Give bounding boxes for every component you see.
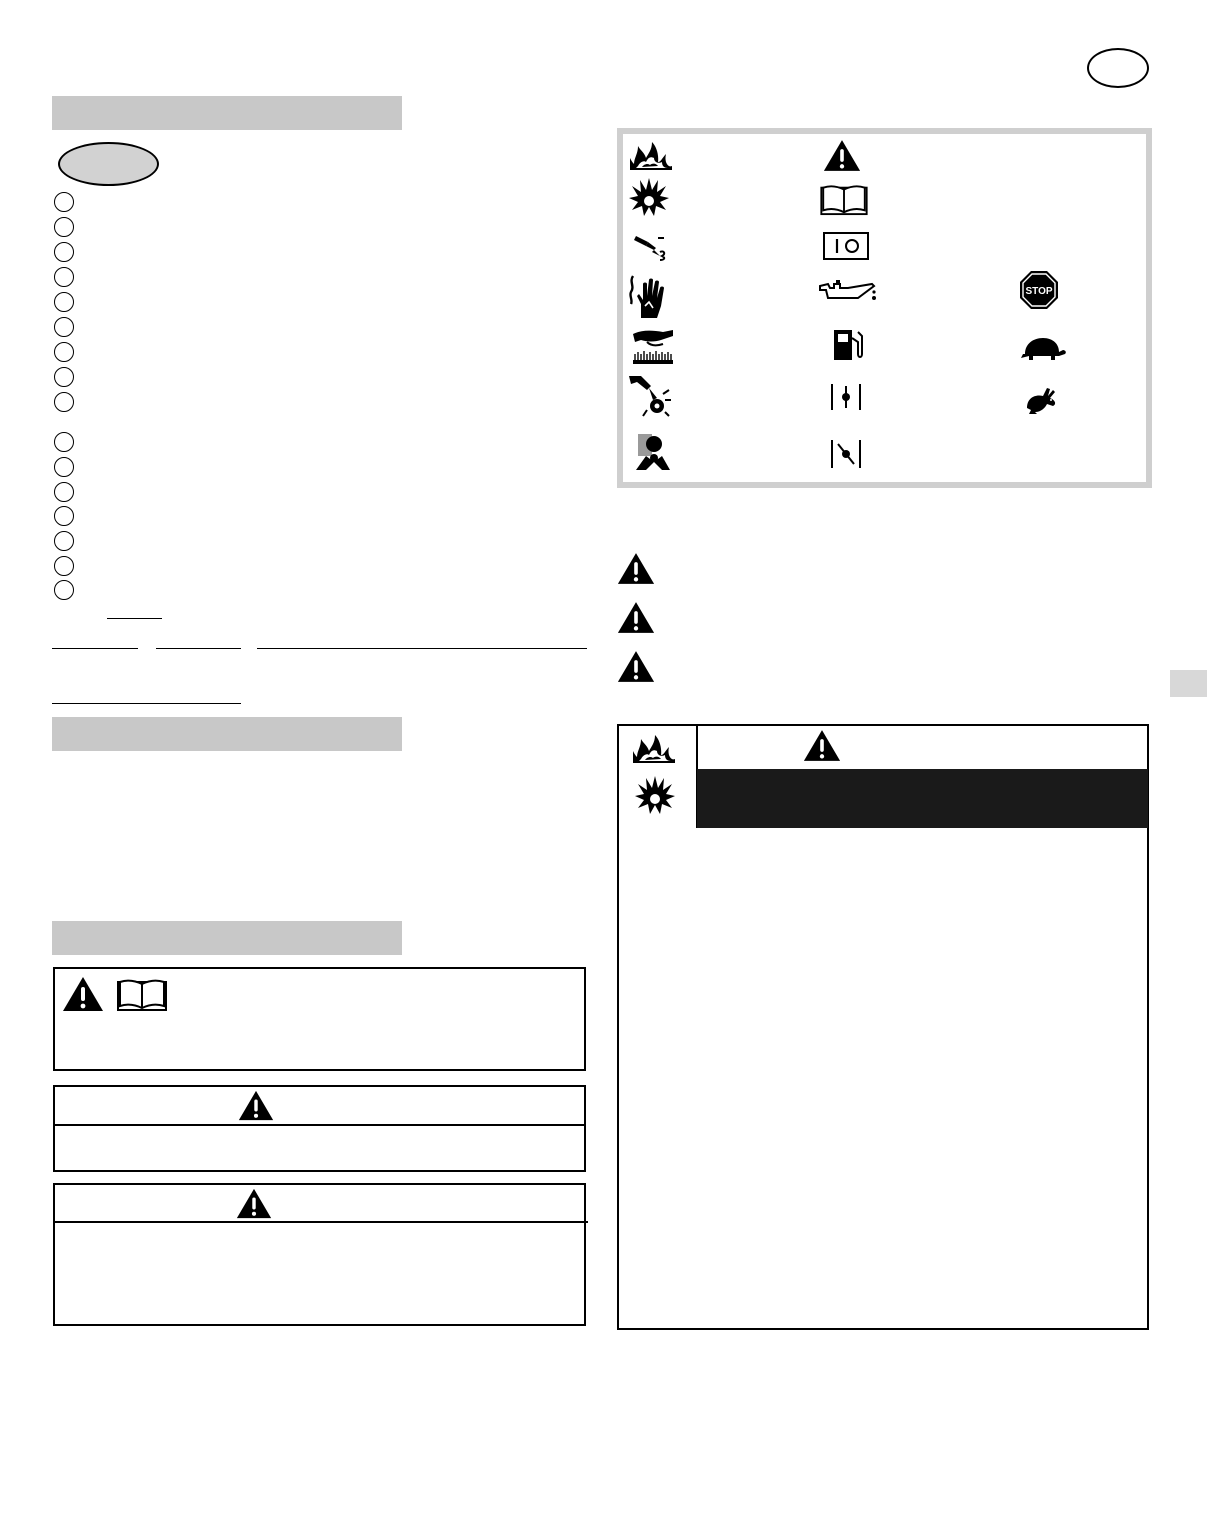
callout-circle bbox=[54, 267, 74, 287]
warning-triangle-icon bbox=[823, 139, 861, 172]
callout-circle bbox=[54, 342, 74, 362]
side-tab bbox=[1170, 670, 1207, 697]
callout-circle bbox=[54, 457, 74, 477]
on-off-icon bbox=[823, 232, 869, 260]
cutting-hand-icon bbox=[631, 328, 675, 366]
hot-surface-icon bbox=[627, 274, 667, 320]
callout-circle bbox=[54, 482, 74, 502]
fuel-pump-icon bbox=[830, 326, 864, 362]
warning-triangle-icon bbox=[617, 601, 655, 634]
warning-triangle-icon bbox=[62, 976, 104, 1012]
warning-triangle-icon bbox=[617, 650, 655, 683]
stop-sign-label: STOP bbox=[1025, 286, 1053, 297]
manual-book-icon bbox=[116, 976, 168, 1012]
turtle-icon bbox=[1019, 336, 1067, 362]
warning-box-divider bbox=[53, 1124, 586, 1126]
warning-triangle-icon bbox=[617, 552, 655, 585]
choke-on-icon bbox=[830, 382, 862, 412]
choke-off-icon bbox=[830, 438, 862, 470]
link-underline[interactable] bbox=[52, 648, 138, 649]
callout-circle bbox=[54, 531, 74, 551]
callout-circle bbox=[54, 506, 74, 526]
section-header-bar bbox=[52, 96, 402, 130]
callout-circle bbox=[54, 242, 74, 262]
link-underline[interactable] bbox=[257, 648, 587, 649]
signal-word-bar bbox=[697, 769, 1148, 828]
kickback-icon bbox=[627, 374, 673, 418]
oil-can-icon bbox=[818, 278, 880, 304]
rabbit-icon bbox=[1023, 386, 1059, 416]
symbol-legend-panel bbox=[623, 134, 1146, 482]
manual-book-icon bbox=[817, 182, 871, 216]
fire-icon bbox=[628, 138, 674, 172]
callout-circle bbox=[54, 292, 74, 312]
callout-circle bbox=[54, 580, 74, 600]
warning-triangle-icon bbox=[236, 1188, 272, 1219]
electric-shock-icon bbox=[634, 232, 672, 262]
explosion-icon bbox=[628, 176, 670, 218]
callout-circle bbox=[54, 556, 74, 576]
callout-circle bbox=[54, 217, 74, 237]
warning-triangle-icon bbox=[238, 1090, 274, 1121]
language-badge bbox=[1087, 48, 1149, 88]
warning-box bbox=[53, 1085, 586, 1172]
callout-circle bbox=[54, 192, 74, 212]
warning-triangle-icon bbox=[803, 729, 841, 762]
section-header-bar bbox=[52, 717, 402, 751]
warning-box-divider bbox=[53, 1221, 588, 1223]
section-header-bar bbox=[52, 921, 402, 955]
feature-oval bbox=[58, 142, 159, 186]
explosion-icon bbox=[634, 773, 676, 817]
callout-circle bbox=[54, 392, 74, 412]
link-underline[interactable] bbox=[156, 648, 241, 649]
stop-sign-icon bbox=[1019, 270, 1059, 310]
callout-circle bbox=[54, 317, 74, 337]
callout-circle bbox=[54, 367, 74, 387]
warning-box bbox=[53, 1183, 586, 1326]
link-underline[interactable] bbox=[52, 703, 241, 704]
callout-circle bbox=[54, 432, 74, 452]
fire-icon bbox=[631, 731, 677, 765]
link-underline[interactable] bbox=[107, 618, 162, 619]
eye-protection-icon bbox=[634, 432, 672, 472]
